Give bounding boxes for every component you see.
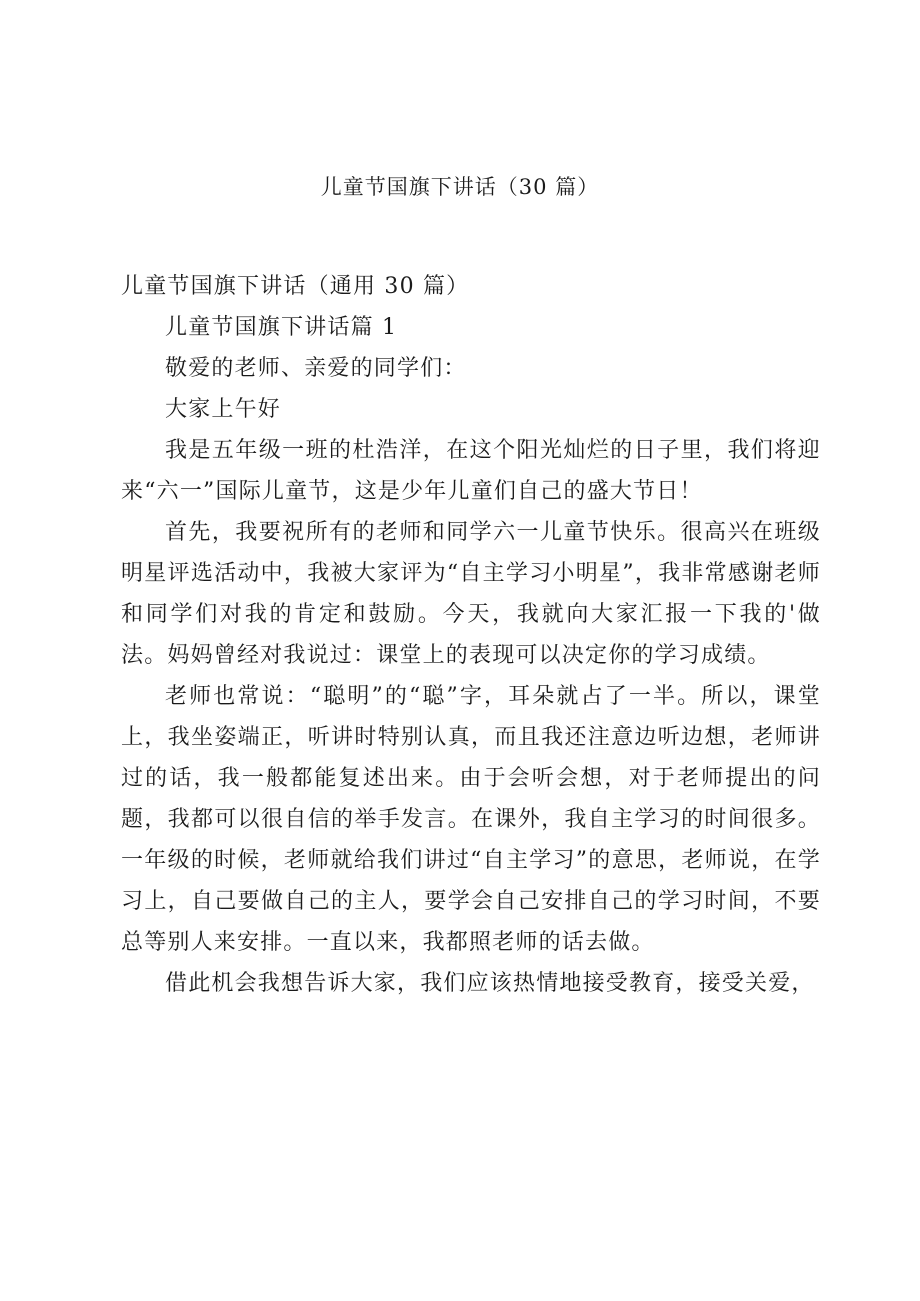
greeting-line: 敬爱的老师、亲爱的同学们： bbox=[165, 356, 467, 381]
document-subtitle: 儿童节国旗下讲话（通用 30 篇） bbox=[121, 274, 470, 299]
document-title: 儿童节国旗下讲话（30 篇） bbox=[320, 175, 600, 199]
paragraph-4: 借此机会我想告诉大家，我们应该热情地接受教育，接受关爱， bbox=[165, 971, 815, 996]
paragraph-2: 首先，我要祝所有的老师和同学六一儿童节快乐。很高兴在班级明星评选活动中，我被大家评为“自主学习小明星”，我非常感谢老师和同学们对我的肯定和鼓励。今天，我就向大家汇报一下我的'做法。妈妈曾经对我说过：课堂上的表现可以决定你的学习成绩。 bbox=[121, 520, 821, 668]
document-body bbox=[121, 266, 821, 1004]
salutation-line: 大家上午好 bbox=[165, 397, 282, 422]
paragraph-3: 老师也常说：“聪明”的“聪”字，耳朵就占了一半。所以，课堂上，我坐姿端正，听讲时特别认真，而且我还注意边听边想，老师讲过的话，我一般都能复述出来。由于会听会想，对于老师提出的问题，我都可以很自信的举手发言。在课外，我自主学习的时间很多。一年级的时候，老师就给我们讲过“自主学习”的意思，老师说，在学习上，自己要做自己的主人，要学会自己安排自己的学习时间，不要总等别人来安排。一直以来，我都照老师的话去做。 bbox=[121, 684, 821, 955]
section-heading: 儿童节国旗下讲话篇 1 bbox=[165, 315, 398, 340]
paragraph-1: 我是五年级一班的杜浩洋，在这个阳光灿烂的日子里，我们将迎来“六一”国际儿童节，这是少年儿童们自己的盛大节日！ bbox=[121, 438, 821, 504]
